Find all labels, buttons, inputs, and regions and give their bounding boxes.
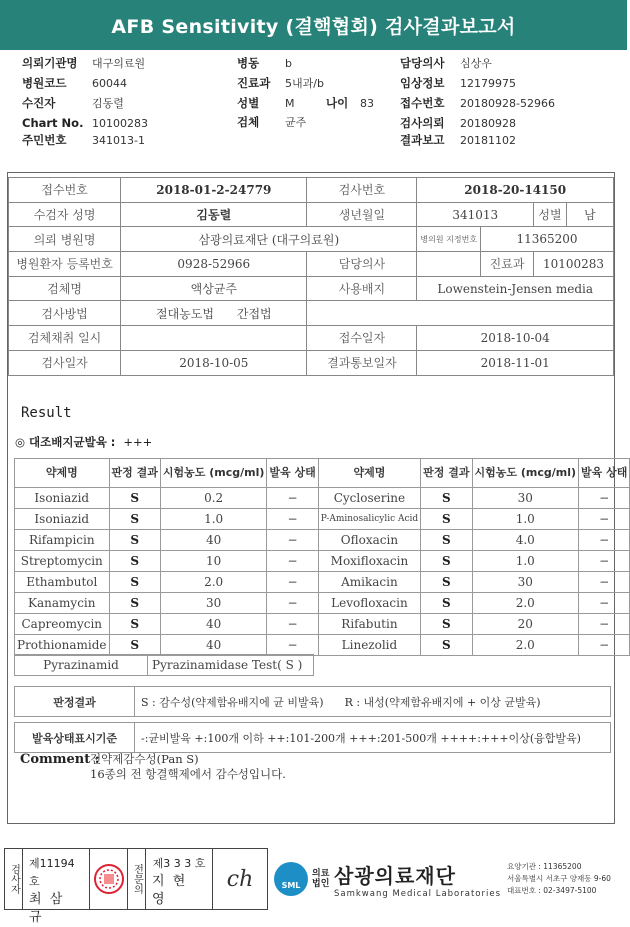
header-field: 성별 M xyxy=(237,96,295,110)
sml-logo-icon: SML xyxy=(274,862,308,896)
specialist-info: 제3 3 3 호 지 현 영 xyxy=(146,849,213,909)
table-row: 의뢰 병원명 삼광의료재단 (대구의료원) 병의원 지정번호 11365200 xyxy=(9,227,614,252)
header-field: 주민번호 341013-1 xyxy=(22,133,145,147)
header-field: 병동 b xyxy=(237,56,292,70)
table-row: Isoniazid S 0.2 − Cycloserine S 30 − xyxy=(15,488,630,509)
table-row: Capreomycin S 40 − Rifabutin S 20 − xyxy=(15,614,630,635)
table-row: 수검자 성명 김동렬 생년월일 341013 성별 남 xyxy=(9,202,614,227)
header-field: 병원코드 60044 xyxy=(22,76,127,90)
header-field: 담당의사 심상우 xyxy=(400,56,492,70)
table-row: 발육상태표시기준 -:균비발육 +:100개 이하 ++:101-200개 +++:201-500개 ++++:+++이상(융합발육) xyxy=(15,723,611,753)
header-field: 검사의뢰 20180928 xyxy=(400,116,516,130)
header-field: 결과보고 20181102 xyxy=(400,133,516,147)
info-table xyxy=(8,177,614,376)
header-field: 의뢰기관명 대구의료원 xyxy=(22,56,146,70)
header-field: 수진자 김동렬 xyxy=(22,96,124,110)
comment-label: Comment : xyxy=(20,752,100,767)
specialist-label: 전문의 xyxy=(128,849,146,909)
report-title: AFB Sensitivity (결핵협회) 검사결과보고서 xyxy=(0,0,627,50)
table-row: 검사방법 절대농도법 간접법 xyxy=(9,301,614,326)
examiner-info: 제11194호 최 삼 규 xyxy=(23,849,90,909)
table-row: Pyrazinamid Pyrazinamidase Test( S ) xyxy=(15,655,314,676)
table-row: Rifampicin S 40 − Ofloxacin S 4.0 − xyxy=(15,530,630,551)
signature-box xyxy=(4,848,268,925)
header-field: 검체 균주 xyxy=(237,115,307,129)
table-row: Ethambutol S 2.0 − Amikacin S 30 − xyxy=(15,572,630,593)
header-field: 임상정보 12179975 xyxy=(400,76,516,90)
header-field: 접수번호 20180928-52966 xyxy=(400,96,555,110)
table-row: 판정결과 S : 감수성(약제함유배지에 균 비발육) R : 내성(약제함유배지에 + 이상 균발육) xyxy=(15,687,611,717)
table-row: 접수번호 2018-01-2-24779 검사번호 2018-20-14150 xyxy=(9,178,614,203)
table-row: 검체채취 일시 접수일자 2018-10-04 xyxy=(9,326,614,351)
org-contact: 요양기관 : 11365200 서울특별시 서초구 양재동 9-60 대표번호 : 02-3497-5100 xyxy=(507,862,611,895)
control-growth: ◎ 대조배지균발육 : +++ xyxy=(15,435,153,449)
legend-table xyxy=(14,686,611,753)
comment-text: 전약제감수성(Pan S) 16종의 전 항결핵제에서 감수성입니다. xyxy=(90,752,286,781)
stamp-icon xyxy=(90,849,128,909)
org-logo: SML 의료 법인 삼광의료재단 Samkwang Medical Laboratories 요양기관 : 11365200 서울특별시 서초구 양재동 9-60 대표번호 : 02-3497-5100 xyxy=(272,848,622,910)
pyrazinamid-row xyxy=(14,654,314,676)
signature-icon: ch xyxy=(226,866,254,892)
table-row: Prothionamide S 40 − Linezolid S 2.0 − xyxy=(15,635,630,656)
table-row: Isoniazid S 1.0 − P-Aminosalicylic Acid S 1.0 − xyxy=(15,509,630,530)
table-header: 약제명 판정 결과 시험농도 (mcg/ml) 발육 상태 약제명 판정 결과 시험농도 (mcg/ml) 발육 상태 xyxy=(15,459,630,488)
table-row: 검사일자 2018-10-05 결과통보일자 2018-11-01 xyxy=(9,350,614,375)
table-row: 병원환자 등록번호 0928-52966 담당의사 진료과 10100283 xyxy=(9,252,614,277)
header-field: 진료과 5내과/b xyxy=(237,76,324,90)
header-field: 나이 83 xyxy=(326,96,374,110)
result-title: Result xyxy=(21,405,72,421)
examiner-label: 검사자 xyxy=(5,849,23,909)
header-field: Chart No. 10100283 xyxy=(22,116,148,130)
table-row: Kanamycin S 30 − Levofloxacin S 2.0 − xyxy=(15,593,630,614)
table-row: 검체명 액상균주 사용배지 Lowenstein-Jensen media xyxy=(9,276,614,301)
table-row: Streptomycin S 10 − Moxifloxacin S 1.0 − xyxy=(15,551,630,572)
results-table xyxy=(14,458,630,656)
